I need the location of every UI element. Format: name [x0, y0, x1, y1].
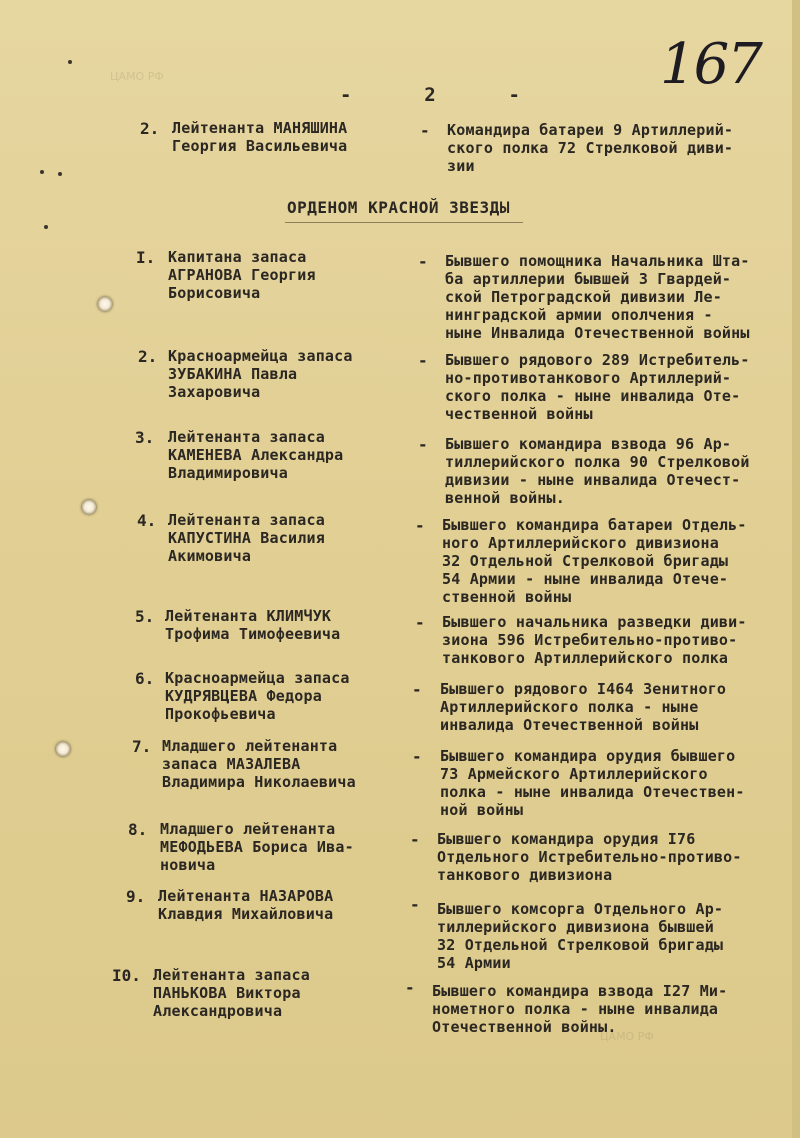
entry-desc-line: Артиллерийского полка - ныне — [440, 698, 699, 716]
page-marker-dash-right: - — [508, 84, 520, 106]
entry-number: 2. — [138, 347, 158, 366]
entry-name-line: ЗУБАКИНА Павла — [168, 365, 298, 383]
punch-hole — [56, 742, 70, 756]
entry-desc-line: зиона 596 Истребительно-противо- — [442, 631, 738, 649]
entry-desc-line: танкового Артиллерийского полка — [442, 649, 729, 667]
entry-desc-line: Бывшего комсорга Отдельного Ар- — [437, 900, 724, 918]
entry-name-line: Лейтенанта НАЗАРОВА — [158, 887, 334, 905]
entry-name-line: Владимировича — [168, 464, 288, 482]
entry-name-line: новича — [160, 856, 216, 874]
entry-desc-line: танкового дивизиона — [437, 866, 613, 884]
entry-desc-line: Бывшего начальника разведки диви- — [442, 613, 747, 631]
punch-hole — [82, 500, 96, 514]
entry-name-line: КАПУСТИНА Василия — [168, 529, 325, 547]
entry-dash: - — [405, 978, 415, 997]
punch-hole — [98, 297, 112, 311]
entry-desc-line: венной войны. — [445, 489, 565, 507]
entry-name-line: Прокофьевича — [165, 705, 276, 723]
entry-number: 7. — [132, 737, 152, 756]
entry-name-line: Красноармейца запаса — [165, 669, 350, 687]
entry-desc-line: нометного полка - ныне инвалида — [432, 1000, 719, 1018]
paper-speck — [40, 170, 44, 174]
entry-desc-line: 54 Армии — [437, 954, 511, 972]
entry-desc-line: нинградской армии ополчения - — [445, 306, 713, 324]
entry-desc-line: ной войны — [440, 801, 524, 819]
entry-name-line: Александровича — [153, 1002, 283, 1020]
entry-desc-line: Бывшего командира орудия бывшего — [440, 747, 736, 765]
entry-name-line: Капитана запаса — [168, 248, 307, 266]
entry-name-line: Владимира Николаевича — [162, 773, 356, 791]
entry-name-line: КАМЕНЕВА Александра — [168, 446, 344, 464]
entry-name-line: МЕФОДЬЕВА Бориса Ива- — [160, 838, 354, 856]
entry-desc-line: ского полка - ныне инвалида Оте- — [445, 387, 741, 405]
page-edge — [792, 0, 800, 1138]
entry-desc-line: Бывшего командира орудия I76 — [437, 830, 696, 848]
entry-name-line: Младшего лейтенанта — [162, 737, 338, 755]
entry-desc-line: Отечественной войны. — [432, 1018, 617, 1036]
entry-desc-line: 32 Отдельной Стрелковой бригады — [442, 552, 729, 570]
entry-name-line: Георгия Васильевича — [172, 137, 348, 155]
watermark: ЦАМО РФ — [600, 1030, 654, 1043]
entry-desc-line: инвалида Отечественной войны — [440, 716, 699, 734]
watermark: ЦАМО РФ — [110, 70, 164, 83]
entry-desc-line: тиллерийского полка 90 Стрелковой — [445, 453, 750, 471]
entry-name-line: Акимовича — [168, 547, 252, 565]
entry-desc-line: зии — [447, 157, 475, 175]
entry-desc-line: 32 Отдельной Стрелковой бригады — [437, 936, 724, 954]
entry-dash: - — [418, 252, 428, 271]
entry-number: 2. — [140, 119, 160, 138]
entry-desc-line: Бывшего командира взвода 96 Ар- — [445, 435, 732, 453]
entry-number: 5. — [135, 607, 155, 626]
entry-desc-line: Бывшего командира взвода I27 Ми- — [432, 982, 728, 1000]
entry-desc-line: ба артиллерии бывшей 3 Гвардей- — [445, 270, 732, 288]
entry-dash: - — [412, 747, 422, 766]
entry-desc-line: Бывшего рядового 289 Истребитель- — [445, 351, 750, 369]
entry-name-line: КУДРЯВЦЕВА Федора — [165, 687, 322, 705]
entry-name-line: Борисовича — [168, 284, 261, 302]
entry-dash: - — [420, 121, 430, 140]
entry-name-line: Младшего лейтенанта — [160, 820, 336, 838]
entry-number: 6. — [135, 669, 155, 688]
entry-desc-line: ныне Инвалида Отечественной войны — [445, 324, 750, 342]
award-heading: ОРДЕНОМ КРАСНОЙ ЗВЕЗДЫ — [287, 198, 510, 217]
entry-name-line: Лейтенанта МАНЯШИНА — [172, 119, 348, 137]
entry-name-line: Клавдия Михайловича — [158, 905, 334, 923]
entry-desc-line: ственной войны — [442, 588, 572, 606]
entry-name-line: Лейтенанта запаса — [168, 511, 325, 529]
entry-name-line: Лейтенанта запаса — [153, 966, 310, 984]
entry-number: 3. — [135, 428, 155, 447]
entry-desc-line: тиллерийского дивизиона бывшей — [437, 918, 714, 936]
entry-number: 4. — [137, 511, 157, 530]
entry-desc-line: Бывшего командира батареи Отдель- — [442, 516, 747, 534]
entry-desc-line: ского полка 72 Стрелковой диви- — [447, 139, 734, 157]
handwritten-page-number: 167 — [660, 32, 761, 97]
entry-dash: - — [412, 680, 422, 699]
entry-name-line: АГРАНОВА Георгия — [168, 266, 316, 284]
entry-dash: - — [418, 351, 428, 370]
entry-desc-line: Командира батареи 9 Артиллерий- — [447, 121, 734, 139]
entry-name-line: Трофима Тимофеевича — [165, 625, 341, 643]
entry-dash: - — [418, 435, 428, 454]
entry-dash: - — [410, 895, 420, 914]
entry-dash: - — [415, 613, 425, 632]
entry-desc-line: полка - ныне инвалида Отечествен- — [440, 783, 745, 801]
entry-desc-line: 73 Армейского Артиллерийского — [440, 765, 708, 783]
entry-desc-line: ской Петроградской дивизии Ле- — [445, 288, 722, 306]
entry-name-line: Красноармейца запаса — [168, 347, 353, 365]
entry-desc-line: 54 Армии - ныне инвалида Отече- — [442, 570, 729, 588]
page-marker-number: 2 — [424, 84, 436, 106]
entry-desc-line: Бывшего помощника Начальника Шта- — [445, 252, 750, 270]
entry-desc-line: чественной войны — [445, 405, 593, 423]
entry-desc-line: но-противотанкового Артиллерий- — [445, 369, 732, 387]
entry-name-line: Захаровича — [168, 383, 261, 401]
paper-speck — [68, 60, 72, 64]
entry-name-line: Лейтенанта КЛИМЧУК — [165, 607, 332, 625]
entry-desc-line: Отдельного Истребительно-противо- — [437, 848, 742, 866]
entry-name-line: ПАНЬКОВА Виктора — [153, 984, 301, 1002]
entry-desc-line: дивизии - ныне инвалида Отечест- — [445, 471, 741, 489]
entry-number: 9. — [126, 887, 146, 906]
heading-underline — [285, 222, 523, 223]
page-marker-dash-left: - — [340, 84, 352, 106]
entry-name-line: запаса МАЗАЛЕВА — [162, 755, 301, 773]
entry-dash: - — [415, 516, 425, 535]
page-marker — [340, 84, 520, 106]
entry-desc-line: Бывшего рядового I464 Зенитного — [440, 680, 727, 698]
entry-name-line: Лейтенанта запаса — [168, 428, 325, 446]
entry-desc-line: ного Артиллерийского дивизиона — [442, 534, 719, 552]
paper-speck — [44, 225, 48, 229]
entry-number: 8. — [128, 820, 148, 839]
entry-number: I0. — [112, 966, 141, 985]
entry-dash: - — [410, 830, 420, 849]
entry-number: I. — [136, 248, 156, 267]
paper-speck — [58, 172, 62, 176]
